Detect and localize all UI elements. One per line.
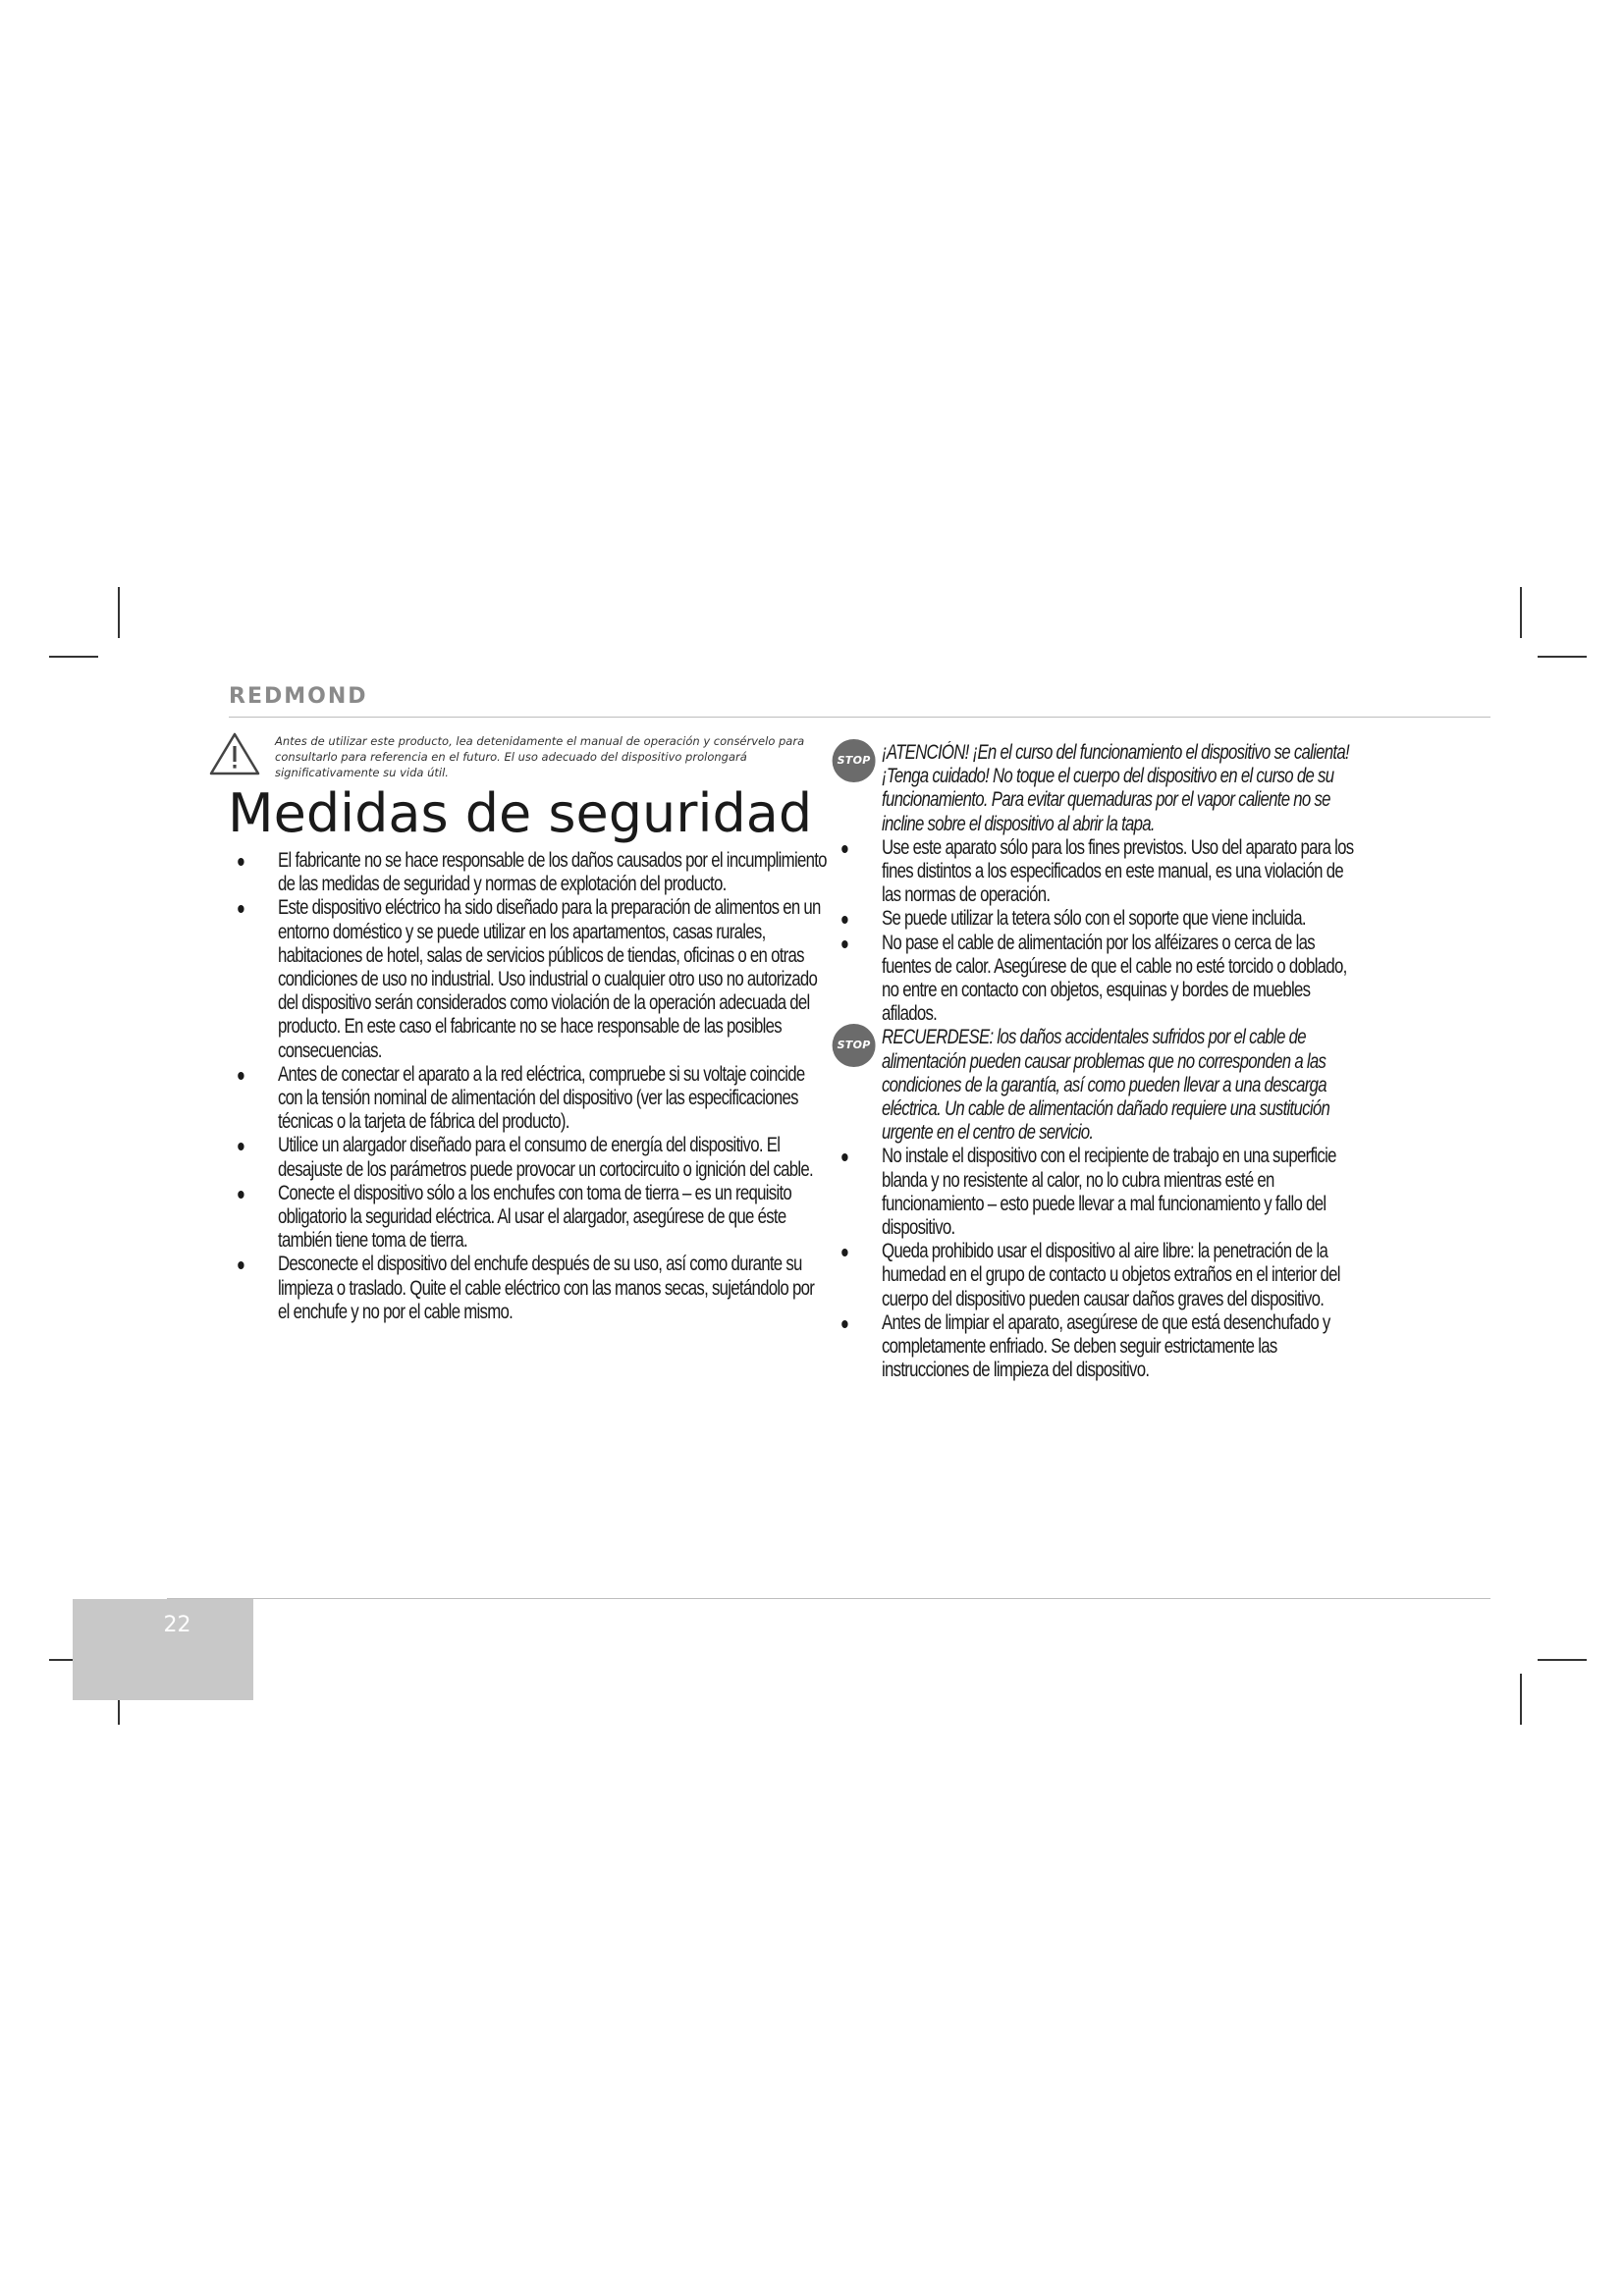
right-column-list [837,741,1365,1382]
crop-mark [49,656,98,658]
crop-mark [1520,1674,1522,1725]
list-item: Este dispositivo eléctrico ha sido diseñado para la preparación de alimentos en un entorno doméstico y se puede utilizar en los apartamentos, casas rurales, habitaciones de hotel, salas de servicios públicos de tiendas, oficinas o en otras condiciones de uso no industrial. Uso industrial o cualquier otro uso no autorizado del dispositivo serán considerados como violación de la operación adecuada del producto. En este caso el fabricante no se hace responsable de las posibles consecuencias. [278,896,828,1062]
attention-warning [837,741,1365,836]
crop-mark [1520,587,1522,638]
crop-mark [1538,656,1587,658]
list-item: El fabricante no se hace responsable de los daños causados por el incumplimiento de las medidas de seguridad y normas de explotación del producto. [278,849,827,896]
list-item: Queda prohibido usar el dispositivo al aire libre: la penetración de la humedad en el grupo de contacto u objetos extraños en el interior del cuerpo del dispositivo pueden causar daños graves del dispositivo. [882,1240,1365,1311]
page-number: 22 [163,1613,191,1637]
list-item: Antes de limpiar el aparato, asegúrese de que está desenchufado y completamente enfriado. Se deben seguir estrictamente las instrucciones de limpieza del dispositivo. [882,1311,1365,1383]
list-item: Conecte el dispositivo sólo a los enchufes con toma de tierra – es un requisito obligatorio la seguridad eléctrica. Al usar el alargador, asegúrese de que éste también tiene toma de tierra. [278,1182,828,1254]
header-divider [229,717,1490,718]
attention-text: ¡ATENCIÓN! ¡En el curso del funcionamiento el dispositivo se calienta! ¡Tenga cuidado! No toque el cuerpo del dispositivo en el curso de su funcionamiento. Para evitar quemaduras por el vapor caliente no se incline sobre el dispositivo al abrir la tapa. [882,741,1349,835]
reminder-text: RECUERDESE: los daños accidentales sufridos por el cable de alimentación pueden causar problemas que no corresponden a las condiciones de la garantía, así como pueden llevar a una descarga eléctrica. Un cable de alimentación dañado requiere una sustitución urgente en el centro de servicio. [882,1026,1330,1145]
crop-mark [1538,1659,1587,1661]
brand-logo: REDMOND [229,684,368,709]
intro-note: Antes de utilizar este producto, lea detenidamente el manual de operación y consérvelo para consultarlo para referencia en el futuro. El uso adecuado del dispositivo prolongará significativamente su vida útil. [275,734,805,779]
warning-triangle-icon [208,731,261,776]
list-item: Desconecte el dispositivo del enchufe después de su uso, así como durante su limpieza o traslado. Quite el cable eléctrico con las manos secas, sujetándolo por el enchufe y no por el cable mismo. [278,1253,828,1324]
footer-divider [167,1598,1490,1599]
list-item: Antes de conectar el aparato a la red eléctrica, compruebe si su voltaje coincide con la tensión nominal de alimentación del dispositivo (ver las especificaciones técnicas o la tarjeta de fábrica del producto). [278,1063,828,1135]
list-item: Utilice un alargador diseñado para el consumo de energía del dispositivo. El desajuste de los parámetros puede provocar un cortocircuito o ignición del cable. [278,1134,828,1181]
reminder-warning [837,1026,1365,1145]
list-item: Se puede utilizar la tetera sólo con el soporte que viene incluida. [882,907,1365,931]
stop-icon: STOP [833,739,876,782]
stop-icon: STOP [833,1024,876,1067]
list-item: No instale el dispositivo con el recipiente de trabajo en una superficie blanda y no resistente al calor, no lo cubra mientras esté en funcionamiento – esto puede llevar a mal funcionamiento y fallo del dispositivo. [882,1145,1365,1240]
crop-mark [118,587,120,638]
list-item: No pase el cable de alimentación por los alféizares o cerca de las fuentes de calor. Asegúrese de que el cable no esté torcido o doblado, no entre en contacto con objetos, esquinas y bordes de muebles afilados. [882,932,1365,1027]
page-title: Medidas de seguridad [228,782,813,844]
page-number-tab [73,1599,253,1700]
list-item: Use este aparato sólo para los fines previstos. Uso del aparato para los fines distintos a los especificados en este manual, es una violación de las normas de operación. [882,836,1365,908]
left-column-list [278,849,828,1324]
